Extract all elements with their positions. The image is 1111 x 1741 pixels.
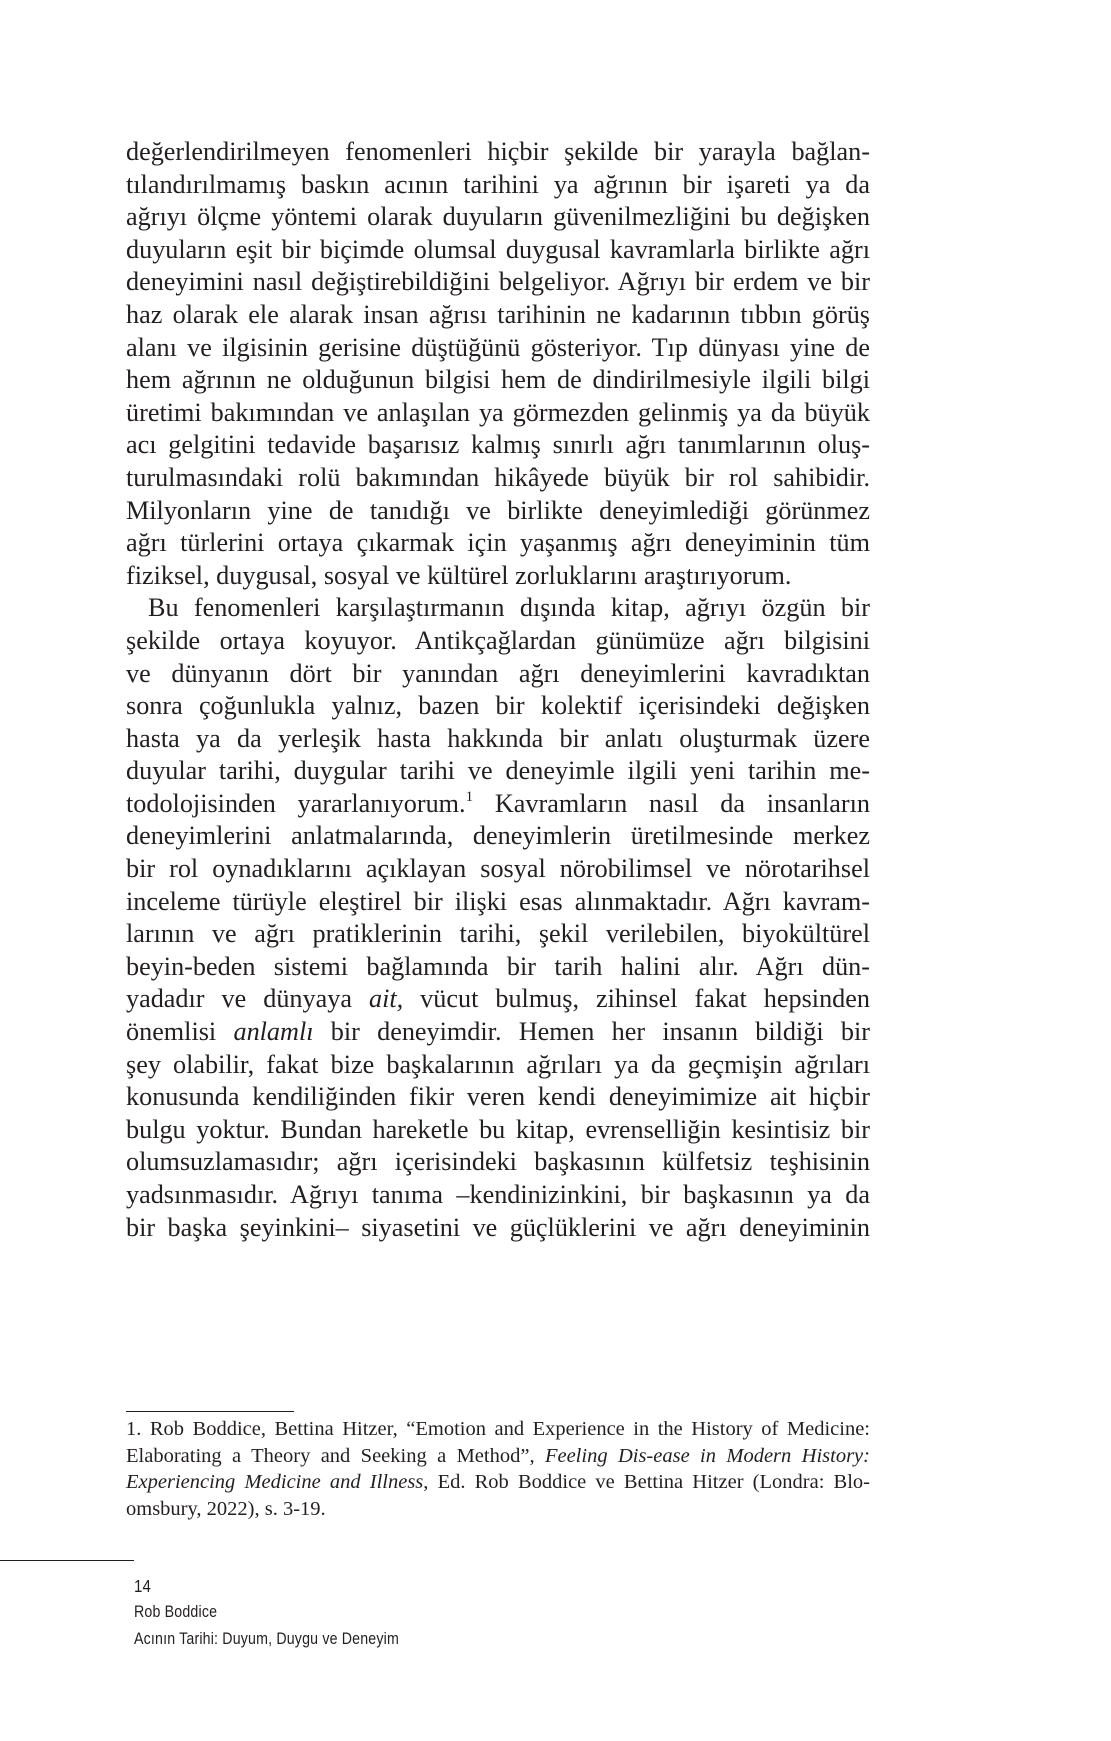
footnote-line: 1. Rob Boddice, Bettina Hitzer, “Emotion and Experience in the History of Medicine: [126, 1418, 870, 1440]
line-text: Kavramların nasıl da insanların [473, 788, 870, 818]
italic-emphasis: ait, [368, 984, 404, 1014]
author-name: Rob Boddice [134, 1603, 218, 1621]
body-line: bir başka şeyinkini– siyasetini ve güçlüklerini ve ağrı deneyiminin [126, 1212, 870, 1242]
footnote-line [126, 1469, 870, 1496]
body-line-with-footnote-ref [126, 788, 870, 821]
italic-book-subtitle: Experiencing Medicine and Illness [126, 1471, 424, 1493]
line-text: bir deneyimdir. Hemen her insanın bildiği bir [313, 1017, 870, 1047]
body-line: acı gelgitini tedavide başarısız kalmış sınırlı ağrı tanımlarının oluş- [126, 430, 870, 460]
body-line: haz olarak ele alarak insan ağrısı tarihinin ne kadarının tıbbın görüş [126, 299, 870, 329]
body-line: alanı ve ilgisinin gerisine düştüğünü gösteriyor. Tıp dünyası yine de [126, 332, 870, 362]
body-line: duyular tarihi, duygular tarihi ve deneyimle ilgili yeni tarihin me- [126, 756, 870, 786]
body-line: üretimi bakımından ve anlaşılan ya görmezden gelinmiş ya da büyük [126, 397, 870, 427]
body-line: ağrı türlerini ortaya çıkarmak için yaşanmış ağrı deneyiminin tüm [126, 528, 870, 558]
line-text: Elaborating a Theory and Seeking a Method”, [126, 1444, 545, 1467]
body-line: duyuların eşit bir biçimde olumsal duygusal kavramlarla birlikte ağrı [126, 234, 870, 264]
body-line: şey olabilir, fakat bize başkalarının ağrıları ya da geçmişin ağrıları [126, 1049, 870, 1079]
body-line: hem ağrının ne olduğunun bilgisi hem de dindirilmesiyle ilgili bilgi [126, 365, 870, 395]
body-line: deneyimlerini anlatmalarında, deneyimlerin üretilmesinde merkez [126, 821, 870, 851]
paragraph-start-line: Bu fenomenleri karşılaştırmanın dışında kitap, ağrıyı özgün bir [148, 593, 870, 623]
body-line: değerlendirilmeyen fenomenleri hiçbir şekilde bir yarayla bağlan- [126, 137, 870, 166]
line-text: , Ed. Rob Boddice ve Bettina Hitzer (Londra: Blo- [423, 1471, 870, 1493]
running-footer-rule [0, 1560, 134, 1561]
body-line: yadsınmasıdır. Ağrıyı tanıma –kendinizinkini, bir başkasının ya da [126, 1180, 870, 1209]
body-line-with-italic [126, 983, 870, 1016]
line-text: vücut bulmuş, zihinsel fakat hepsinden [403, 984, 870, 1014]
body-line: bulgu yoktur. Bundan hareketle bu kitap, evrenselliğin kesintisiz bir [126, 1114, 870, 1144]
footnote-line: omsbury, 2022), s. 3-19. [126, 1497, 326, 1520]
body-line: sonra çoğunlukla yalnız, bazen bir kolektif içerisindeki değişken [126, 691, 870, 721]
main-body-text [126, 136, 870, 1244]
body-line-with-italic [126, 1016, 870, 1049]
body-line: ve dünyanın dört bir yanından ağrı deneyimlerini kavradıktan [126, 658, 870, 688]
body-line: ağrıyı ölçme yöntemi olarak duyuların güvenilmezliğini bu değişken [126, 202, 870, 232]
body-line: olumsuzlamasıdır; ağrı içerisindeki başkasının külfetsiz teşhisinin [126, 1147, 870, 1177]
body-line: Milyonların yine de tanıdığı ve birlikte deneyimlediği görünmez [126, 495, 870, 525]
line-text: todolojisinden yararlanıyorum. [126, 788, 466, 818]
line-text: yadadır ve dünyaya [126, 984, 369, 1014]
footnote-separator-rule [126, 1411, 294, 1412]
body-line: bir rol oynadıklarını açıklayan sosyal nörobilimsel ve nörotarihsel [126, 854, 870, 884]
body-line: beyin-beden sistemi bağlamında bir tarih halini alır. Ağrı dün- [126, 951, 870, 981]
body-line: şekilde ortaya koyuyor. Antikçağlardan günümüze ağrı bilgisini [126, 625, 870, 655]
body-line: konusunda kendiliğinden fikir veren kendi deneyimimize ait hiçbir [126, 1082, 870, 1112]
body-line: deneyimini nasıl değiştirebildiğini belgeliyor. Ağrıyı bir erdem ve bir [126, 267, 870, 297]
footnote [126, 1416, 870, 1522]
book-title: Acının Tarihi: Duyum, Duygu ve Deneyim [134, 1630, 399, 1648]
footnote-line [126, 1443, 870, 1470]
paragraph-end-line: fiziksel, duygusal, sosyal ve kültürel zorluklarını araştırıyorum. [126, 560, 792, 590]
body-line: larının ve ağrı pratiklerinin tarihi, şekil verilebilen, biyokültürel [126, 919, 870, 949]
page-number: 14 [134, 1576, 152, 1596]
body-line: hasta ya da yerleşik hasta hakkında bir anlatı oluşturmak üzere [126, 723, 870, 753]
body-line: tılandırılmamış baskın acının tarihini ya ağrının bir işareti ya da [126, 169, 870, 199]
body-line: inceleme türüyle eleştirel bir ilişki esas alınmaktadır. Ağrı kavram- [126, 886, 870, 916]
body-line: turulmasındaki rolü bakımından hikâyede büyük bir rol sahibidir. [126, 462, 870, 492]
footnote-reference[interactable]: 1 [465, 788, 474, 805]
running-footer [134, 1573, 442, 1653]
italic-book-title: Feeling Dis-ease in Modern History: [544, 1444, 870, 1467]
italic-emphasis: anlamlı [233, 1017, 314, 1047]
line-text: önemlisi [126, 1017, 234, 1047]
